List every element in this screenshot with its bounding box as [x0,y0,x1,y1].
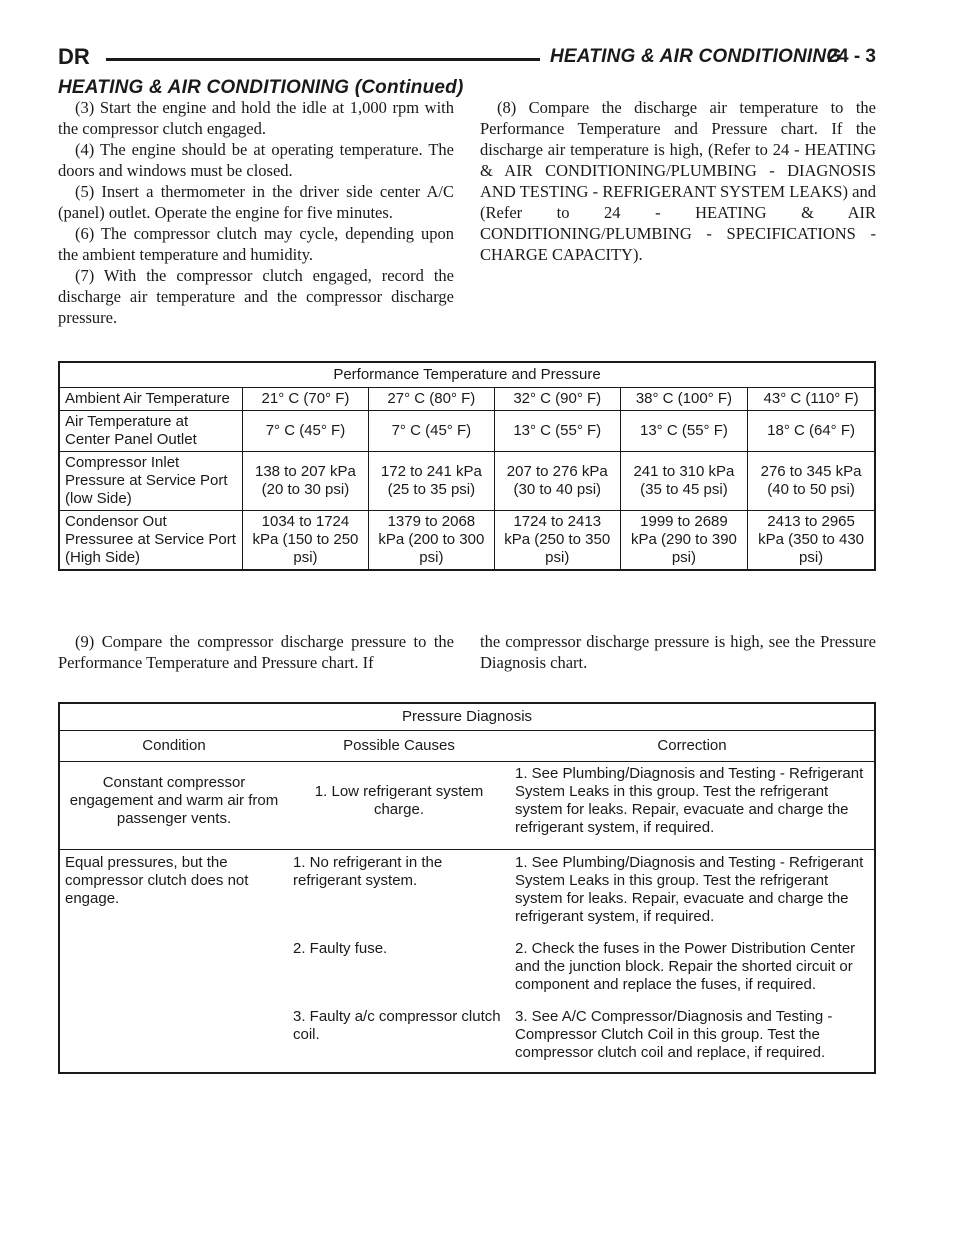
step-6: (6) The compressor clutch may cycle, depending upon the ambient temperature and humidity. [58,224,454,264]
right-column-text [480,97,876,265]
table-cell: 21° C (70° F) [243,388,369,411]
table-cell: 138 to 207 kPa (20 to 30 psi) [243,452,369,511]
performance-table-title: Performance Temperature and Pressure [59,362,875,388]
table-cell: 1724 to 2413 kPa (250 to 350 psi) [494,511,620,571]
correction-cell: 2. Check the fuses in the Power Distribution Center and the junction block. Repair the shorted circuit or component and replace the fuses, if required. [515,940,856,993]
cause-cell: 3. Faulty a/c compressor clutch coil. [293,1008,501,1043]
table-cell: 13° C (55° F) [620,411,747,452]
table-row [59,762,875,850]
diagnosis-header-row [59,731,875,762]
table-cell: 207 to 276 kPa (30 to 40 psi) [494,452,620,511]
diagnosis-table-title: Pressure Diagnosis [59,703,875,731]
table-row [59,511,875,571]
step-4: (4) The engine should be at operating temperature. The doors and windows must be closed. [58,140,454,180]
continued-title: HEATING & AIR CONDITIONING (Continued) [58,77,464,98]
row-label: Air Temperature at Center Panel Outlet [59,411,243,452]
table-cell: 1379 to 2068 kPa (200 to 300 psi) [368,511,494,571]
table-cell: 172 to 241 kPa (25 to 35 psi) [368,452,494,511]
table-row [59,411,875,452]
header-rule [106,58,540,61]
column-header-condition: Condition [59,731,288,762]
left-column-text [58,97,454,328]
page-number: 24 - 3 [827,46,876,67]
table-cell: 7° C (45° F) [368,411,494,452]
header-section-title: HEATING & AIR CONDITIONING [550,46,842,67]
table-row [59,850,875,937]
condition-cell: Equal pressures, but the compressor clutch does not engage. [65,854,249,907]
table-cell: 13° C (55° F) [494,411,620,452]
column-header-causes: Possible Causes [288,731,510,762]
correction-cell: 1. See Plumbing/Diagnosis and Testing - Refrigerant System Leaks in this group. Test the refrigerant system for leaks. Repair, evacuate and charge the refrigerant system, if required. [515,854,864,925]
header-model-code: DR [58,44,90,69]
table-cell: 276 to 345 kPa (40 to 50 psi) [748,452,875,511]
table-row [59,936,875,1004]
cause-cell: 1. No refrigerant in the refrigerant system. [293,854,443,889]
correction-cell: 1. See Plumbing/Diagnosis and Testing - Refrigerant System Leaks in this group. Test the refrigerant system for leaks. Repair, evacuate and charge the refrigerant system, if required. [510,762,875,850]
step-5: (5) Insert a thermometer in the driver side center A/C (panel) outlet. Operate the engine for five minutes. [58,182,454,222]
row-label: Ambient Air Temperature [59,388,243,411]
table-cell: 241 to 310 kPa (35 to 45 psi) [620,452,747,511]
row-label: Condensor Out Pressuree at Service Port (High Side) [59,511,243,571]
table-row [59,452,875,511]
row-label: Compressor Inlet Pressure at Service Port (low Side) [59,452,243,511]
table-row [59,1004,875,1073]
cause-cell: 2. Faulty fuse. [293,940,388,957]
table-row [59,388,875,411]
performance-table [58,361,876,571]
pressure-diagnosis-table [58,702,876,1074]
condition-cell [59,1004,288,1073]
condition-cell: Constant compressor engagement and warm air from passenger vents. [59,762,288,850]
cause-cell: 1. Low refrigerant system charge. [288,762,510,850]
step-8: (8) Compare the discharge air temperature to the Performance Temperature and Pressure chart. If the discharge air temperature is high, (Refer to 24 - HEATING & AIR CONDITIONING/PLUMBING - DIAGNOSIS AND TESTING - REFRIGERANT SYSTEM LEAKS) and (Refer to 24 - HEATING & AIR CONDITIONING/PLUMBING - SPECIFICATIONS - CHARGE CAPACITY). [480,98,876,264]
step-9-left-text [58,631,454,673]
table-cell: 38° C (100° F) [620,388,747,411]
step-9-part-1: (9) Compare the compressor discharge pressure to the Performance Temperature and Pressure chart. If [58,632,454,672]
step-7: (7) With the compressor clutch engaged, record the discharge air temperature and the compressor discharge pressure. [58,266,454,327]
table-cell: 2413 to 2965 kPa (350 to 430 psi) [748,511,875,571]
table-cell: 18° C (64° F) [748,411,875,452]
table-cell: 7° C (45° F) [243,411,369,452]
table-cell: 1999 to 2689 kPa (290 to 390 psi) [620,511,747,571]
condition-cell [59,936,288,1004]
step-9-right-text [480,631,876,673]
correction-cell: 3. See A/C Compressor/Diagnosis and Testing - Compressor Clutch Coil in this group. Test the compressor clutch coil and replace, if required. [515,1008,833,1061]
step-3: (3) Start the engine and hold the idle at 1,000 rpm with the compressor clutch engaged. [58,98,454,138]
page-header [58,44,876,74]
table-cell: 27° C (80° F) [368,388,494,411]
table-cell: 32° C (90° F) [494,388,620,411]
table-cell: 43° C (110° F) [748,388,875,411]
table-cell: 1034 to 1724 kPa (150 to 250 psi) [243,511,369,571]
column-header-correction: Correction [510,731,875,762]
step-9-part-2: the compressor discharge pressure is high, see the Pressure Diagnosis chart. [480,632,876,672]
